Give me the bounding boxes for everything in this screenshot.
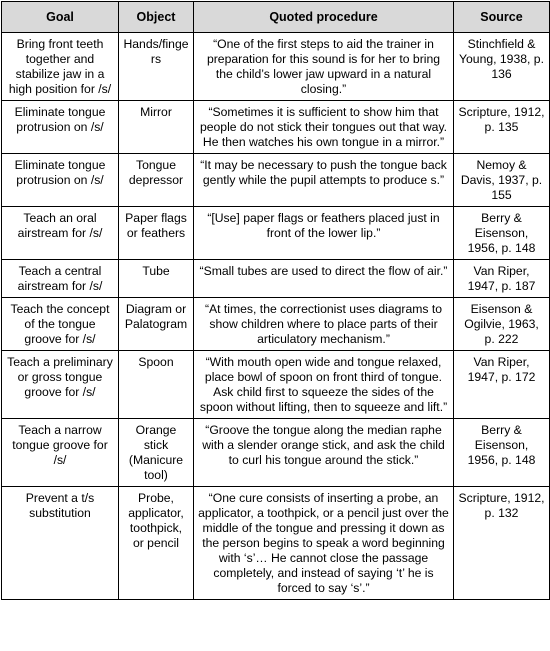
quote-cell: “One cure consists of inserting a probe, an applicator, a toothpick, or a pencil just over the middle of the tongue and pressing it down as the person begins to speak a word beginning with ‘s’… He cannot close the passage completely, and instead of saying ‘t’ he is forced to say ‘s’.” bbox=[194, 487, 454, 600]
quote-cell: “With mouth open wide and tongue relaxed, place bowl of spoon on front third of tongue. Ask child first to squeeze the sides of the spoon without lifting, then to squeeze and lift.” bbox=[194, 351, 454, 419]
object-cell: Probe, applicator, toothpick, or pencil bbox=[119, 487, 194, 600]
source-cell: Stinchfield & Young, 1938, p. 136 bbox=[454, 33, 550, 101]
quote-cell: “One of the first steps to aid the trainer in preparation for this sound is for her to bring the child’s lower jaw upward in a natural closing.” bbox=[194, 33, 454, 101]
table-row bbox=[2, 101, 550, 154]
quote-cell: “Groove the tongue along the median raphe with a slender orange stick, and ask the child to curl his tongue around the stick.” bbox=[194, 419, 454, 487]
table-row bbox=[2, 207, 550, 260]
table-row bbox=[2, 154, 550, 207]
quote-cell: “Sometimes it is sufficient to show him that people do not stick their tongues out that way. He then watches his own tongue in a mirror.” bbox=[194, 101, 454, 154]
table-header-row bbox=[2, 2, 550, 33]
header-quoted-procedure: Quoted procedure bbox=[194, 2, 454, 33]
table-row bbox=[2, 487, 550, 600]
object-cell: Orange stick (Manicure tool) bbox=[119, 419, 194, 487]
object-cell: Hands/fingers bbox=[119, 33, 194, 101]
goal-cell: Eliminate tongue protrusion on /s/ bbox=[2, 101, 119, 154]
source-cell: Scripture, 1912, p. 132 bbox=[454, 487, 550, 600]
table-row bbox=[2, 351, 550, 419]
goal-cell: Prevent a t/s substitution bbox=[2, 487, 119, 600]
source-cell: Van Riper, 1947, p. 187 bbox=[454, 260, 550, 298]
goal-cell: Teach an oral airstream for /s/ bbox=[2, 207, 119, 260]
quote-cell: “At times, the correctionist uses diagrams to show children where to place parts of their articulatory mechanism.” bbox=[194, 298, 454, 351]
table-row bbox=[2, 419, 550, 487]
goal-cell: Teach a central airstream for /s/ bbox=[2, 260, 119, 298]
table-row bbox=[2, 33, 550, 101]
header-object: Object bbox=[119, 2, 194, 33]
source-cell: Scripture, 1912, p. 135 bbox=[454, 101, 550, 154]
goal-cell: Teach a preliminary or gross tongue groove for /s/ bbox=[2, 351, 119, 419]
source-cell: Berry & Eisenson, 1956, p. 148 bbox=[454, 419, 550, 487]
source-cell: Van Riper, 1947, p. 172 bbox=[454, 351, 550, 419]
goal-cell: Eliminate tongue protrusion on /s/ bbox=[2, 154, 119, 207]
object-cell: Tongue depressor bbox=[119, 154, 194, 207]
object-cell: Diagram or Palatogram bbox=[119, 298, 194, 351]
object-cell: Spoon bbox=[119, 351, 194, 419]
goal-cell: Teach a narrow tongue groove for /s/ bbox=[2, 419, 119, 487]
source-cell: Berry & Eisenson, 1956, p. 148 bbox=[454, 207, 550, 260]
source-cell: Nemoy & Davis, 1937, p. 155 bbox=[454, 154, 550, 207]
procedures-table bbox=[1, 1, 550, 600]
quote-cell: “[Use] paper flags or feathers placed just in front of the lower lip.” bbox=[194, 207, 454, 260]
quote-cell: “It may be necessary to push the tongue back gently while the pupil attempts to produce s.” bbox=[194, 154, 454, 207]
object-cell: Mirror bbox=[119, 101, 194, 154]
table-row bbox=[2, 260, 550, 298]
goal-cell: Bring front teeth together and stabilize jaw in a high position for /s/ bbox=[2, 33, 119, 101]
header-source: Source bbox=[454, 2, 550, 33]
object-cell: Tube bbox=[119, 260, 194, 298]
header-goal: Goal bbox=[2, 2, 119, 33]
goal-cell: Teach the concept of the tongue groove for /s/ bbox=[2, 298, 119, 351]
table-row bbox=[2, 298, 550, 351]
object-cell: Paper flags or feathers bbox=[119, 207, 194, 260]
quote-cell: “Small tubes are used to direct the flow of air.” bbox=[194, 260, 454, 298]
source-cell: Eisenson & Ogilvie, 1963, p. 222 bbox=[454, 298, 550, 351]
